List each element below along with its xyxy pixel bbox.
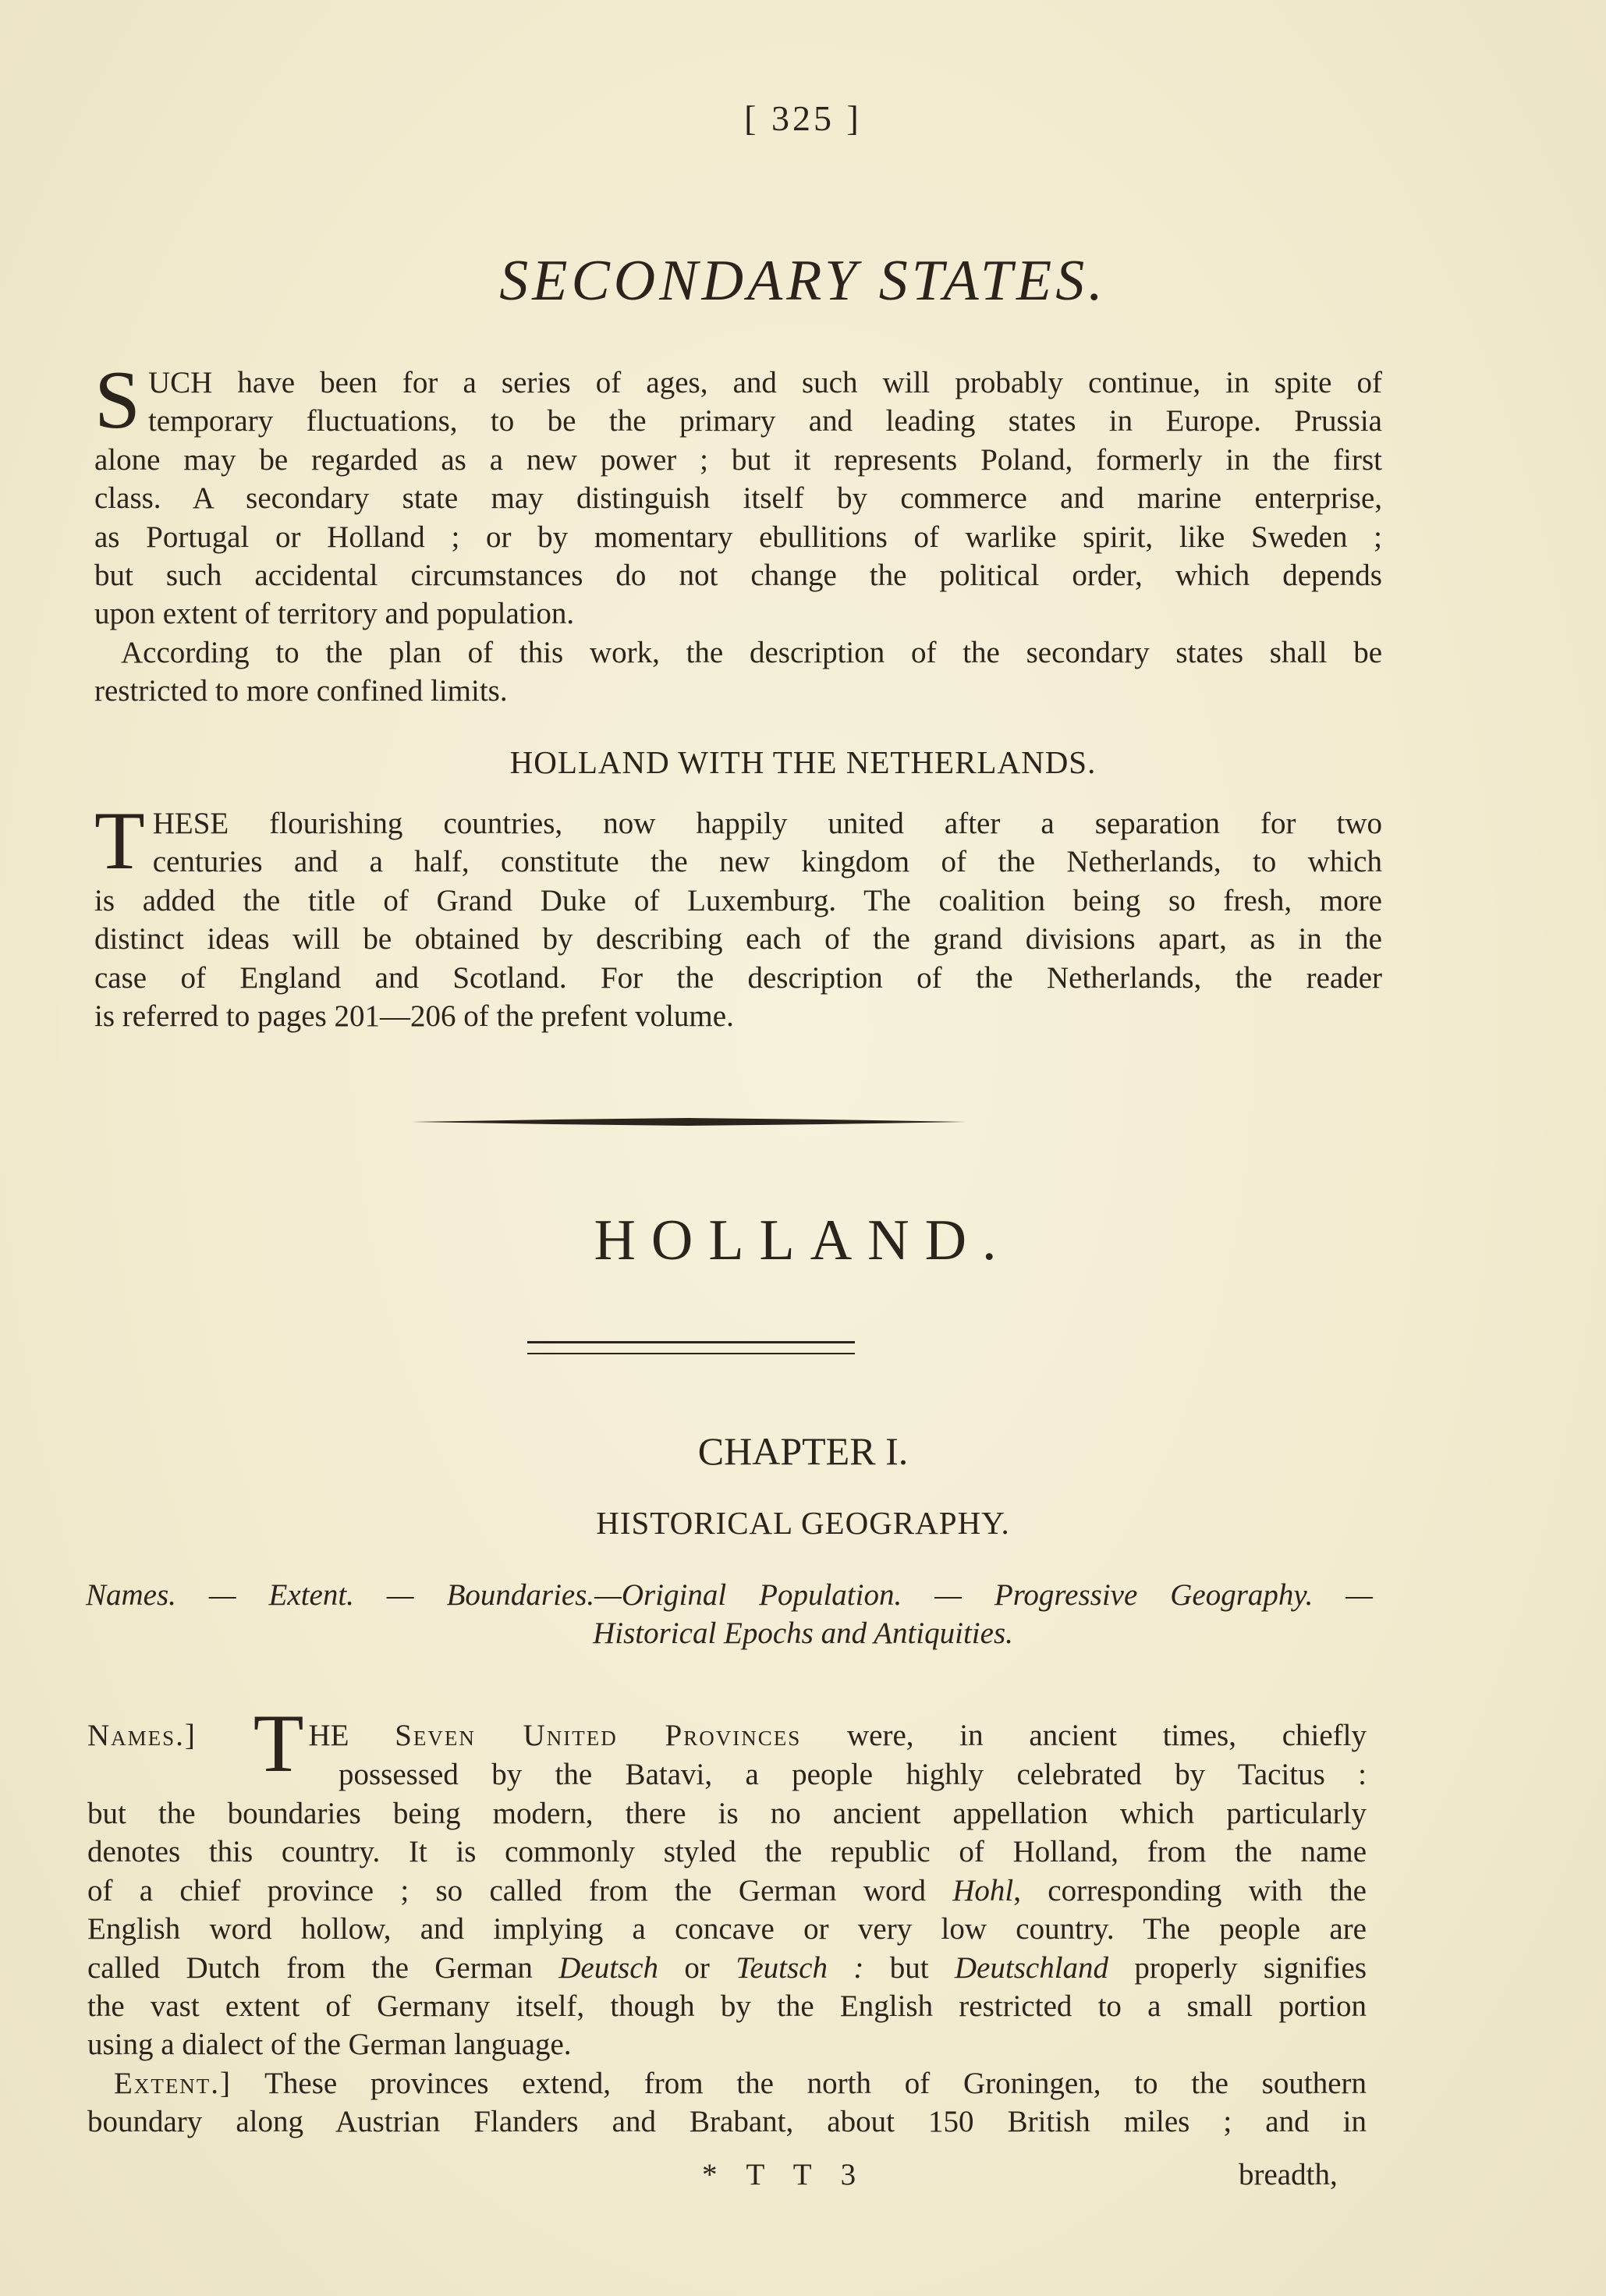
text-line: is added the title of Grand Duke of Luxemburg. The coalition being so fresh, more <box>94 883 1382 917</box>
chapter-heading: CHAPTER I. <box>697 1429 909 1473</box>
section-heading-netherlands: HOLLAND WITH THE NETHERLANDS. <box>509 744 1097 780</box>
text-line <box>87 1949 1367 1987</box>
text-line: is referred to pages 201—206 of the prefent volume. <box>94 999 734 1034</box>
text-line: English word hollow, and implying a concave or very low country. The people are <box>87 1912 1367 1946</box>
intro-paragraph <box>94 354 1382 711</box>
text-run: Seven United Provinces <box>395 1719 802 1752</box>
text-line <box>87 2064 1367 2103</box>
names-paragraph-body <box>87 1794 1367 2142</box>
text-run: properly signifies <box>1108 1950 1367 1985</box>
page-number: [ 325 ] <box>744 98 862 138</box>
catchword: breadth, <box>1239 2158 1338 2191</box>
names-paragraph-cont <box>339 1755 1367 1794</box>
sidenote-label: Names.] <box>87 1719 197 1752</box>
text-line: boundary along Austrian Flanders and Brabant, about 150 British miles ; and in <box>87 2105 1367 2139</box>
ornamental-rule <box>412 1118 966 1124</box>
text-line: but such accidental circumstances do not change the political order, which depends <box>94 559 1382 593</box>
drop-cap: T <box>253 1698 304 1789</box>
text-line <box>87 1872 1367 1910</box>
text-line: case of England and Scotland. For the description of the Netherlands, the reader <box>94 960 1382 995</box>
text-run: were, in ancient times, chiefly <box>801 1719 1367 1752</box>
text-run: Teutsch : <box>736 1950 864 1985</box>
signature-mark: * T T 3 <box>702 2158 867 2191</box>
text-line: distinct ideas will be obtained by describing each of the grand divisions apart, as in the <box>94 922 1382 956</box>
text-line: temporary fluctuations, to be the primary and leading states in Europe. Prussia <box>147 404 1382 438</box>
text-run: HE <box>308 1719 395 1752</box>
text-line: class. A secondary state may distinguish itself by commerce and marine enterprise, <box>94 481 1382 516</box>
text-run: or <box>658 1950 736 1985</box>
text-line: using a dialect of the German language. <box>87 2028 572 2062</box>
text-run: Deutsch <box>558 1950 659 1985</box>
text-line: alone may be regarded as a new power ; but it represents Poland, formerly in the first <box>94 442 1382 477</box>
sidenote-label: Extent.] <box>114 2066 232 2100</box>
section-title-holland: HOLLAND. <box>594 1208 1012 1272</box>
text-line: upon extent of territory and population. <box>94 597 575 631</box>
text-line: as Portugal or Holland ; or by momentary ebullitions of warlike spirit, like Sweden ; <box>94 520 1382 554</box>
text-run: Hohl <box>952 1873 1014 1907</box>
text-run: but <box>863 1950 955 1985</box>
page-title: SECONDARY STATES. <box>499 249 1107 313</box>
text-line: but the boundaries being modern, there is no ancient appellation which particularly <box>87 1797 1367 1830</box>
text-line: restricted to more confined limits. <box>94 674 508 708</box>
text-run: , corresponding with the <box>1013 1873 1367 1907</box>
text-run: called Dutch from the German <box>87 1950 559 1985</box>
chapter-summary-line: Historical Epochs and Antiquities. <box>593 1616 1013 1650</box>
chapter-subject: HISTORICAL GEOGRAPHY. <box>596 1505 1010 1541</box>
drop-cap: S <box>94 354 140 445</box>
text-line: denotes this country. It is commonly styled the republic of Holland, from the name <box>87 1835 1367 1869</box>
text-line: the vast extent of Germany itself, though by the English restricted to a small portion <box>87 1989 1367 2024</box>
drop-cap: T <box>94 795 145 886</box>
text-run: These provinces extend, from the north of Groningen, to the southern <box>232 2066 1367 2100</box>
double-rule <box>527 1341 855 1354</box>
text-line: possessed by the Batavi, a people highly celebrated by Tacitus : <box>339 1758 1367 1791</box>
text-run: of a chief province ; so called from the German word <box>87 1873 953 1907</box>
text-line: centuries and a half, constitute the new kingdom of the Netherlands, to which <box>152 845 1382 879</box>
netherlands-paragraph <box>94 795 1382 1035</box>
text-line: HESE flourishing countries, now happily united after a separation for two <box>152 807 1382 840</box>
text-run: Deutschland <box>954 1950 1109 1985</box>
text-line: According to the plan of this work, the description of the secondary states shall be <box>121 635 1382 669</box>
text-line: UCH have been for a series of ages, and such will probably continue, in spite of <box>147 366 1382 399</box>
chapter-summary-line: Names. — Extent. — Boundaries.—Original Population. — Progressive Geography. — <box>86 1578 1373 1612</box>
